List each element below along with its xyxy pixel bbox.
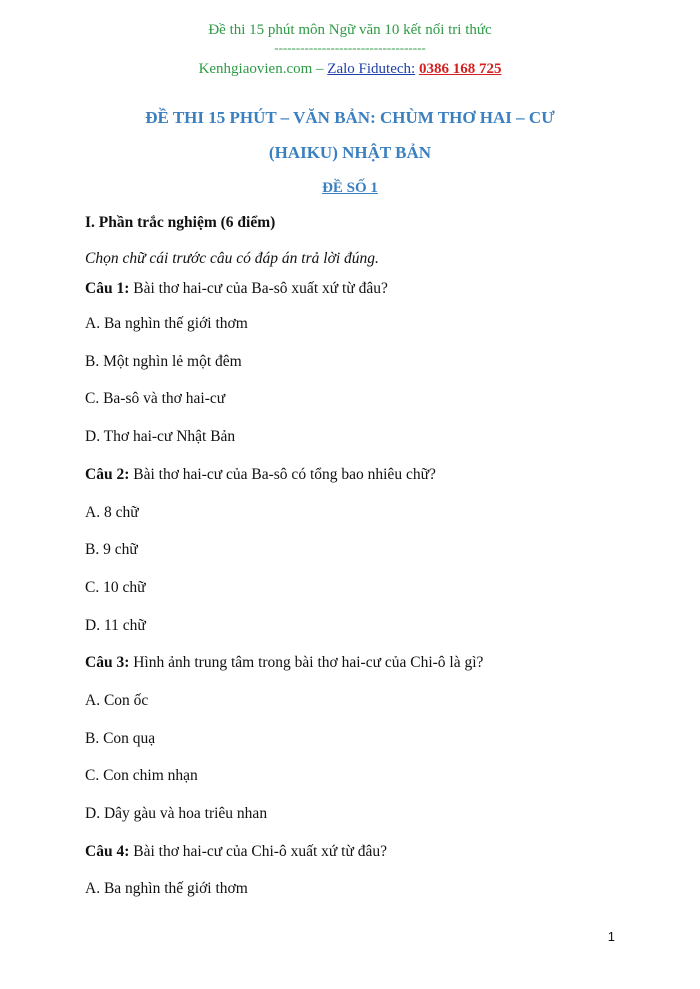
question-text: Hình ảnh trung tâm trong bài thơ hai-cư của Chi-ô là gì?: [129, 654, 484, 671]
exam-title-line1: ĐỀ THI 15 PHÚT – VĂN BẢN: CHÙM THƠ HAI – CƯ: [145, 108, 555, 127]
option-2d: D. 11 chữ: [85, 617, 146, 634]
option-3c: C. Con chim nhạn: [85, 767, 198, 784]
question-label: Câu 4:: [85, 843, 130, 860]
option-1c: C. Ba-sô và thơ hai-cư: [85, 390, 226, 407]
option-3b: B. Con quạ: [85, 730, 156, 747]
question-4: [85, 843, 387, 861]
zalo-link[interactable]: Zalo Fidutech:: [327, 61, 416, 77]
instruction: Chọn chữ cái trước câu có đáp án trả lời đúng.: [85, 250, 379, 267]
option-3a: A. Con ốc: [85, 692, 149, 709]
option-4a: A. Ba nghìn thế giới thơm: [85, 880, 248, 897]
option-2b: B. 9 chữ: [85, 541, 138, 558]
question-text: Bài thơ hai-cư của Chi-ô xuất xứ từ đâu?: [129, 843, 388, 860]
option-1d: D. Thơ hai-cư Nhật Bản: [85, 428, 236, 445]
question-label: Câu 1:: [85, 280, 130, 297]
question-1: [85, 280, 388, 298]
question-label: Câu 2:: [85, 466, 130, 483]
question-text: Bài thơ hai-cư của Ba-sô xuất xứ từ đâu?: [129, 280, 388, 297]
question-label: Câu 3:: [85, 654, 130, 671]
header-contact: [0, 61, 700, 78]
option-2c: C. 10 chữ: [85, 579, 146, 596]
option-1a: A. Ba nghìn thế giới thơm: [85, 315, 248, 332]
exam-number: ĐỀ SỐ 1: [322, 180, 378, 196]
header-divider: -----------------------------------: [274, 40, 426, 55]
question-3: [85, 654, 483, 672]
phone-number[interactable]: 0386 168 725: [418, 61, 502, 77]
question-2: [85, 466, 436, 484]
option-1b: B. Một nghìn lẻ một đêm: [85, 353, 242, 370]
question-text: Bài thơ hai-cư của Ba-sô có tổng bao nhiêu chữ?: [129, 466, 436, 483]
option-3d: D. Dây gàu và hoa triêu nhan: [85, 805, 268, 822]
option-2a: A. 8 chữ: [85, 504, 139, 521]
section-heading: I. Phần trắc nghiệm (6 điểm): [85, 214, 276, 231]
exam-title-line2: (HAIKU) NHẬT BẢN: [268, 143, 432, 162]
header-title: Đề thi 15 phút môn Ngữ văn 10 kết nối tri thức: [208, 22, 492, 38]
site-name: Kenhgiaovien.com –: [198, 61, 328, 77]
page-number: 1: [607, 929, 615, 944]
